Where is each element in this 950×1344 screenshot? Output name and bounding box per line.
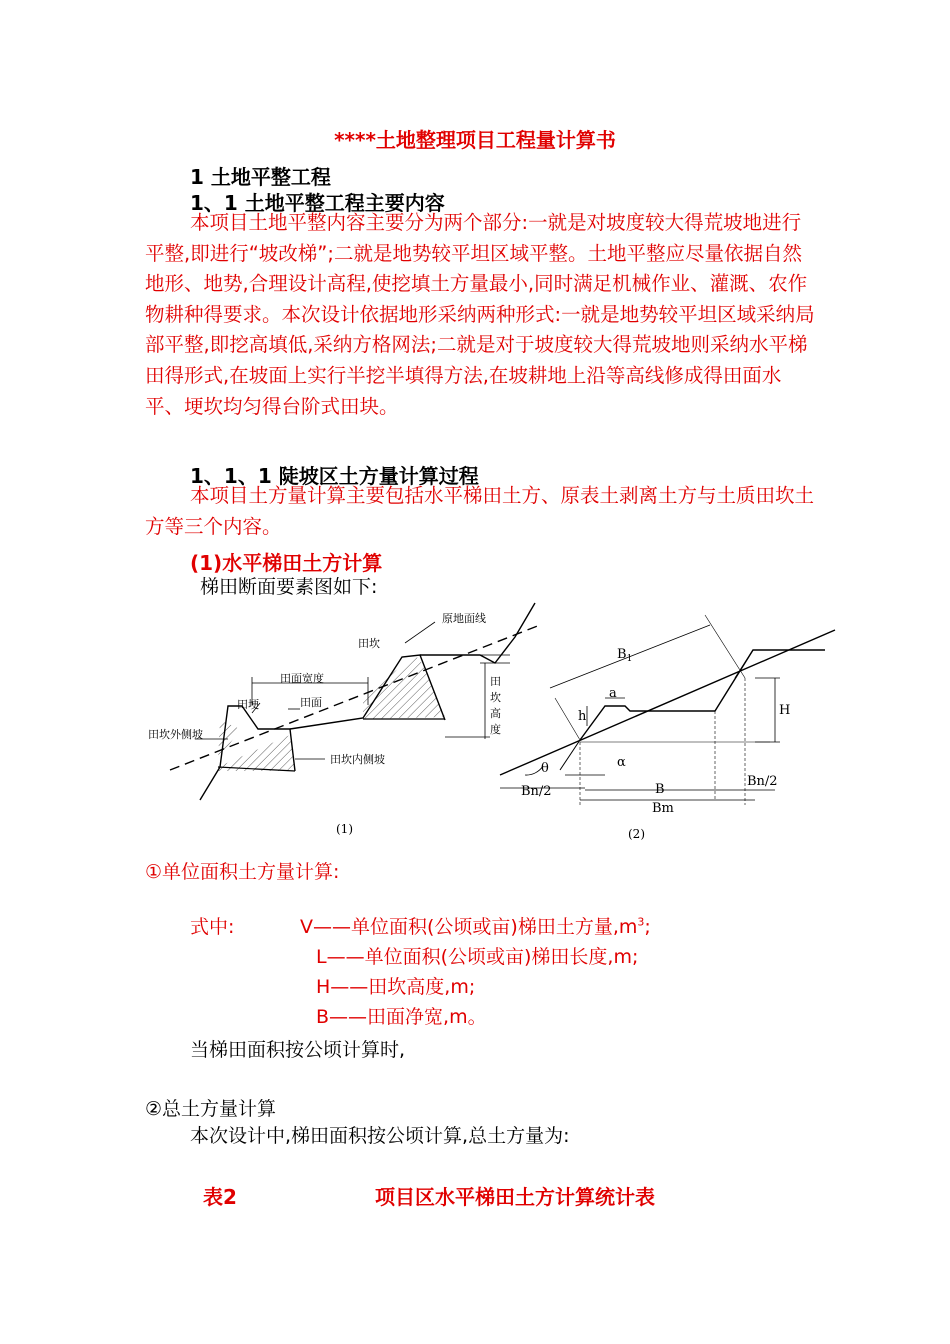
def-L: L——单位面积(公顷或亩)梯田长度,m;	[316, 946, 639, 968]
figure-2-caption: (2)	[628, 827, 645, 841]
total-note: 本次设计中,梯田面积按公顷计算,总土方量为:	[190, 1125, 570, 1147]
label-height-3: 高	[490, 707, 501, 720]
label-height-2: 坎	[490, 691, 501, 704]
figure-1-caption: (1)	[336, 822, 353, 836]
label-Bm: Bm	[652, 801, 674, 816]
label-height-4: 度	[490, 723, 501, 736]
label-field-width: 田面宽度	[280, 672, 324, 685]
heading-1-1: 1、1 土地平整工程主要内容	[190, 191, 445, 215]
terrace-section-figure-1	[140, 595, 550, 845]
label-outer-slope: 田坎外侧坡	[148, 728, 203, 741]
label-h: h	[578, 709, 587, 724]
paragraph-land-leveling: 本项目土地平整内容主要分为两个部分:一就是对坡度较大得荒坡地进行平整,即进行“坡改梯”;二就是地势较平坦区域平整。土地平整应尽量依据自然地形、地势,合理设计高程,使挖填土方量最小,同时满足机械作业、灌溉、农作物耕种得要求。本次设计依据地形采纳两种形式:一就是地势较平坦区域采纳局部平整,即挖高填低,采纳方格网法;二就是对于坡度较大得荒坡地则采纳水平梯田得形式,在坡面上实行半挖半填得方法,在坡耕地上沿等高线修成得田面水平、埂坎均匀得台阶式田块。	[145, 211, 815, 418]
label-theta: θ	[541, 761, 549, 776]
heading-1-1-1: 1、1、1 陡坡区土方量计算过程	[190, 464, 479, 488]
label-a: a	[609, 686, 617, 701]
label-Bn2-left: Bn/2	[521, 784, 552, 799]
label-original-ground: 原地面线	[442, 612, 486, 625]
def-H: H——田坎高度,m;	[316, 976, 476, 998]
table-number: 表2	[203, 1185, 237, 1209]
subheading-terrace-earthwork: (1)水平梯田土方计算	[190, 551, 383, 575]
label-tianmian: 田面	[300, 696, 322, 709]
label-tiangeng: 田埂	[237, 698, 259, 711]
document-title: ****土地整理项目工程量计算书	[334, 128, 616, 152]
table-title: 项目区水平梯田土方计算统计表	[375, 1185, 655, 1209]
def-V: V——单位面积(公顷或亩)梯田土方量$,m^3$;	[300, 915, 651, 938]
label-tiankan: 田坎	[358, 637, 380, 650]
label-Bn2-right: Bn/2	[747, 774, 778, 789]
label-inner-slope: 田坎内侧坡	[330, 753, 385, 766]
label-B1: $B_1$	[617, 647, 633, 664]
terrace-section-figure-2	[495, 600, 845, 845]
label-H: H	[779, 703, 791, 718]
hectare-note: 当梯田面积按公顷计算时,	[190, 1039, 406, 1061]
label-B: B	[655, 782, 665, 797]
def-B: B——田面净宽,m。	[316, 1006, 487, 1028]
where-label: 式中:	[190, 916, 235, 938]
label-alpha: α	[617, 755, 626, 770]
heading-1: 1 土地平整工程	[190, 165, 331, 189]
label-height-1: 田	[490, 675, 501, 688]
item-total-earthwork: ②总土方量计算	[145, 1098, 277, 1120]
paragraph-earthwork: 本项目土方量计算主要包括水平梯田土方、原表土剥离土方与土质田坎土方等三个内容。	[145, 484, 815, 538]
figure-intro: 梯田断面要素图如下:	[200, 576, 378, 598]
item-unit-area-calc: ①单位面积土方量计算:	[145, 861, 340, 883]
